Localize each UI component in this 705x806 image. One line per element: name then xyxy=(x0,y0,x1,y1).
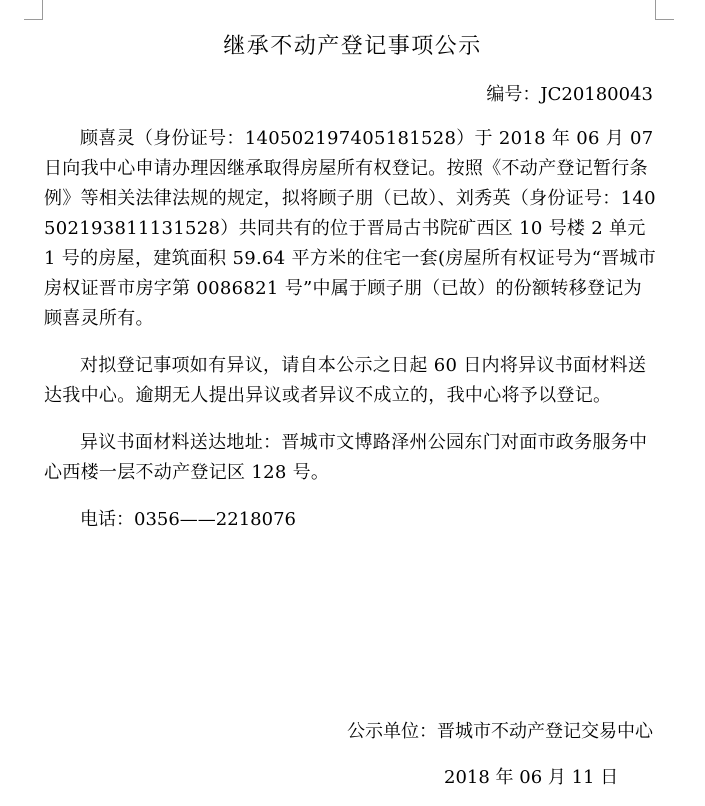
document-title: 继承不动产登记事项公示 xyxy=(223,34,482,59)
paragraph-address: 异议书面材料送达地址：晋城市文博路泽州公园东门对面市政务服务中心西楼一层不动产登记区 128 号。 xyxy=(44,432,648,483)
issuing-unit: 公示单位：晋城市不动产登记交易中心 xyxy=(347,721,653,742)
document-body xyxy=(44,124,658,535)
page-corner-mark-top-left xyxy=(24,19,43,20)
page-corner-mark-top-left xyxy=(42,0,43,19)
contact-phone: 电话：0356——2218076 xyxy=(80,509,296,530)
page-corner-mark-top-right xyxy=(655,0,656,19)
paragraph-application: 顾喜灵（身份证号：140502197405181528）于 2018 年 06 月 07 日向我中心申请办理因继承取得房屋所有权登记。按照《不动产登记暂行条例》等相关法律法规的规定，拟将顾子朋（已故）、刘秀英（身份证号：140502193811131528）共同共有的位于晋局古书院矿西区 10 号楼 2 单元 1 号的房屋，建筑面积 59.64 平方米的住宅一套(房屋所有权证号为“晋城市房权证晋市房字第 0086821 号”中属于顾子朋（已故）的份额转移登记为 顾喜灵所有。 xyxy=(44,128,657,329)
issue-date: 2018 年 06 月 11 日 xyxy=(444,767,619,788)
serial-number: 编号：JC20180043 xyxy=(486,84,653,105)
page-corner-mark-top-right xyxy=(655,19,674,20)
paragraph-objection: 对拟登记事项如有异议，请自本公示之日起 60 日内将异议书面材料送达我中心。逾期无人提出异议或者异议不成立的，我中心将予以登记。 xyxy=(44,355,647,406)
